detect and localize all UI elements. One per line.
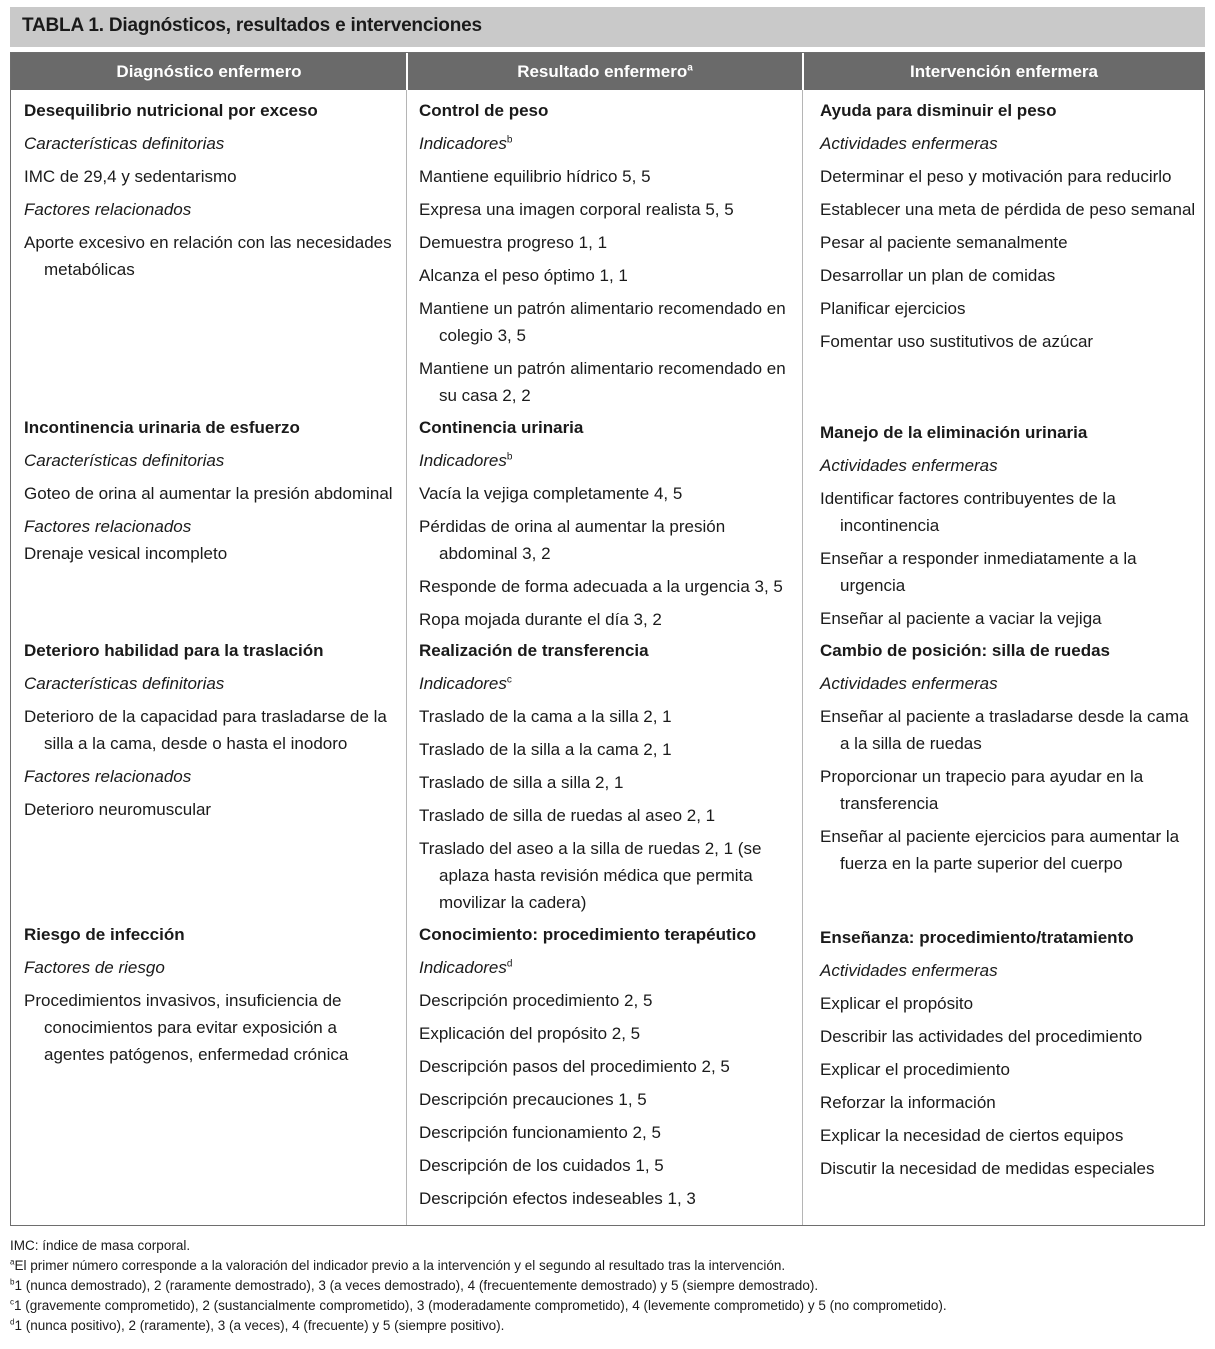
intervencion-item: Enseñar al paciente a vaciar la vejiga xyxy=(820,609,1102,628)
resultado-title: Control de peso xyxy=(419,101,549,120)
intervencion-item: Explicar el procedimiento xyxy=(820,1060,1010,1079)
diagnostico-subheading: Características definitorias xyxy=(24,451,225,470)
intervencion-item: Enseñar al paciente ejercicios para aumentar la fuerza en la parte superior del cuerpo xyxy=(820,827,1180,873)
footnote-marker: a xyxy=(10,1257,15,1267)
table-title: TABLA 1. Diagnósticos, resultados e intervenciones xyxy=(10,7,1205,47)
intervencion-item: Discutir la necesidad de medidas especiales xyxy=(820,1159,1155,1178)
diagnostico-cell-4 xyxy=(24,921,379,1074)
resultado-subheading-text: Indicadores xyxy=(419,958,507,977)
resultado-subheading-text: Indicadores xyxy=(419,451,507,470)
resultado-item: Demuestra progreso 1, 1 xyxy=(419,233,608,252)
resultado-item: Ropa mojada durante el día 3, 2 xyxy=(419,610,662,629)
intervencion-item: Establecer una meta de pérdida de peso semanal xyxy=(820,200,1196,219)
resultado-item: Mantiene equilibrio hídrico 5, 5 xyxy=(419,167,651,186)
resultado-item: Traslado del aseo a la silla de ruedas 2, 1 (se aplaza hasta revisión médica que permita movilizar la cadera) xyxy=(419,839,762,912)
resultado-item: Descripción pasos del procedimiento 2, 5 xyxy=(419,1057,730,1076)
diagnostico-item: Drenaje vesical incompleto xyxy=(24,544,228,563)
footnote-marker: b xyxy=(506,451,513,463)
intervencion-item: Explicar el propósito xyxy=(820,994,974,1013)
resultado-title: Conocimiento: procedimiento terapéutico xyxy=(419,925,757,944)
diagnostico-title: Desequilibrio nutricional por exceso xyxy=(24,101,318,120)
intervencion-title: Ayuda para disminuir el peso xyxy=(820,101,1057,120)
resultado-item: Descripción efectos indeseables 1, 3 xyxy=(419,1189,696,1208)
footnote-text: 1 (nunca demostrado), 2 (raramente demostrado), 3 (a veces demostrado), 4 (frecuentemente demostrado) y 5 (siempre demostrado). xyxy=(14,1278,819,1293)
resultado-item: Traslado de silla de ruedas al aseo 2, 1 xyxy=(419,806,716,825)
footnote xyxy=(10,1276,1205,1296)
diagnostico-subheading: Características definitorias xyxy=(24,134,225,153)
resultado-item: Mantiene un patrón alimentario recomendado en colegio 3, 5 xyxy=(419,299,786,345)
resultado-subheading xyxy=(419,954,799,981)
intervencion-subheading: Actividades enfermeras xyxy=(820,134,998,153)
resultado-cell-2 xyxy=(419,414,799,639)
resultado-item: Descripción de los cuidados 1, 5 xyxy=(419,1156,664,1175)
resultado-item: Explicación del propósito 2, 5 xyxy=(419,1024,641,1043)
resultado-item: Descripción funcionamiento 2, 5 xyxy=(419,1123,661,1142)
intervencion-cell-2 xyxy=(820,419,1160,638)
intervencion-title: Manejo de la eliminación urinaria xyxy=(820,423,1088,442)
column-divider xyxy=(802,90,803,1225)
intervencion-subheading: Actividades enfermeras xyxy=(820,456,998,475)
footnote-marker: c xyxy=(10,1297,14,1307)
resultado-subheading xyxy=(419,670,799,697)
footnote-marker: b xyxy=(506,134,513,146)
diagnostico-item: Procedimientos invasivos, insuficiencia de conocimientos para evitar exposición a agentes patógenos, enfermedad crónica xyxy=(24,991,349,1064)
intervencion-item: Reforzar la información xyxy=(820,1093,996,1112)
diagnostico-title: Deterioro habilidad para la traslación xyxy=(24,641,324,660)
diagnostico-title: Incontinencia urinaria de esfuerzo xyxy=(24,418,300,437)
diagnostico-cell-1 xyxy=(24,97,404,289)
diagnostico-subheading: Factores relacionados xyxy=(24,767,192,786)
intervencion-item: Proporcionar un trapecio para ayudar en la transferencia xyxy=(820,767,1144,813)
diagnostico-subheading: Factores de riesgo xyxy=(24,958,165,977)
footnote-marker: d xyxy=(506,958,513,970)
header-diagnostico-label: Diagnóstico enfermero xyxy=(116,62,302,81)
header-diagnostico xyxy=(11,53,407,90)
intervencion-subheading: Actividades enfermeras xyxy=(820,961,998,980)
intervencion-item: Fomentar uso sustitutivos de azúcar xyxy=(820,332,1094,351)
resultado-item: Expresa una imagen corporal realista 5, 5 xyxy=(419,200,734,219)
diagnostico-subheading: Factores relacionados xyxy=(24,517,192,536)
diagnostico-item: IMC de 29,4 y sedentarismo xyxy=(24,167,237,186)
resultado-item: Responde de forma adecuada a la urgencia 3, 5 xyxy=(419,577,783,596)
resultado-item: Vacía la vejiga completamente 4, 5 xyxy=(419,484,683,503)
intervencion-cell-4 xyxy=(820,924,1202,1188)
resultado-item: Mantiene un patrón alimentario recomendado en su casa 2, 2 xyxy=(419,359,786,405)
intervencion-item: Determinar el peso y motivación para reducirlo xyxy=(820,167,1172,186)
footnote xyxy=(10,1316,1205,1336)
diagnostico-cell-2 xyxy=(24,414,404,573)
diagnostico-subheading: Factores relacionados xyxy=(24,200,192,219)
diagnostico-cell-3 xyxy=(24,637,404,829)
resultado-title: Realización de transferencia xyxy=(419,641,649,660)
header-intervencion xyxy=(804,53,1204,90)
resultado-item: Alcanza el peso óptimo 1, 1 xyxy=(419,266,628,285)
data-table xyxy=(10,52,1205,1226)
intervencion-item: Enseñar al paciente a trasladarse desde la cama a la silla de ruedas xyxy=(820,707,1189,753)
column-divider xyxy=(406,90,407,1225)
resultado-subheading-text: Indicadores xyxy=(419,674,507,693)
diagnostico-subheading: Características definitorias xyxy=(24,674,225,693)
diagnostico-item: Deterioro neuromuscular xyxy=(24,800,212,819)
intervencion-item: Describir las actividades del procedimiento xyxy=(820,1027,1143,1046)
resultado-subheading xyxy=(419,130,799,157)
footnote-text: El primer número corresponde a la valoración del indicador previo a la intervención y el segundo al resultado tras la intervención. xyxy=(14,1258,786,1273)
header-resultado-label: Resultado enfermero xyxy=(517,62,688,81)
intervencion-item: Desarrollar un plan de comidas xyxy=(820,266,1056,285)
resultado-item: Traslado de la silla a la cama 2, 1 xyxy=(419,740,672,759)
table-header xyxy=(11,53,1204,90)
header-intervencion-label: Intervención enfermera xyxy=(909,62,1098,81)
resultado-item: Descripción precauciones 1, 5 xyxy=(419,1090,647,1109)
footnote xyxy=(10,1296,1205,1316)
diagnostico-item: Aporte excesivo en relación con las necesidades metabólicas xyxy=(24,233,392,279)
intervencion-cell-3 xyxy=(820,637,1202,883)
intervencion-item: Pesar al paciente semanalmente xyxy=(820,233,1068,252)
resultado-cell-1 xyxy=(419,97,799,415)
resultado-title: Continencia urinaria xyxy=(419,418,584,437)
intervencion-item: Planificar ejercicios xyxy=(820,299,966,318)
footnote xyxy=(10,1236,1205,1256)
resultado-cell-4 xyxy=(419,921,799,1218)
footnote-text: IMC: índice de masa corporal. xyxy=(10,1238,191,1253)
intervencion-cell-1 xyxy=(820,97,1202,361)
resultado-item: Traslado de silla a silla 2, 1 xyxy=(419,773,624,792)
footnote-text: 1 (nunca positivo), 2 (raramente), 3 (a veces), 4 (frecuente) y 5 (siempre positivo). xyxy=(14,1318,505,1333)
footnote xyxy=(10,1256,1205,1276)
intervencion-subheading: Actividades enfermeras xyxy=(820,674,998,693)
resultado-subheading-text: Indicadores xyxy=(419,134,507,153)
intervencion-item: Enseñar a responder inmediatamente a la urgencia xyxy=(820,549,1137,595)
resultado-item: Pérdidas de orina al aumentar la presión abdominal 3, 2 xyxy=(419,517,726,563)
diagnostico-item: Deterioro de la capacidad para trasladarse de la silla a la cama, desde o hasta el inodoro xyxy=(24,707,387,753)
footnote-marker: c xyxy=(506,674,512,686)
footnote-marker: b xyxy=(10,1277,15,1287)
intervencion-item: Identificar factores contribuyentes de la incontinencia xyxy=(820,489,1116,535)
diagnostico-title: Riesgo de infección xyxy=(24,925,185,944)
header-resultado xyxy=(408,53,802,90)
resultado-item: Traslado de la cama a la silla 2, 1 xyxy=(419,707,672,726)
resultado-cell-3 xyxy=(419,637,799,922)
resultado-subheading xyxy=(419,447,799,474)
footnote-text: 1 (gravemente comprometido), 2 (sustancialmente comprometido), 3 (moderadamente comprometido), 4 (levemente comprometido) y 5 (no comprometido). xyxy=(14,1298,947,1313)
footnote-marker: d xyxy=(10,1317,15,1327)
header-resultado-sup: a xyxy=(687,62,693,74)
table-footnotes xyxy=(10,1236,1205,1336)
resultado-item: Descripción procedimiento 2, 5 xyxy=(419,991,653,1010)
diagnostico-item: Goteo de orina al aumentar la presión abdominal xyxy=(24,484,393,503)
intervencion-title: Cambio de posición: silla de ruedas xyxy=(820,641,1111,660)
intervencion-title: Enseñanza: procedimiento/tratamiento xyxy=(820,928,1134,947)
intervencion-item: Explicar la necesidad de ciertos equipos xyxy=(820,1126,1124,1145)
